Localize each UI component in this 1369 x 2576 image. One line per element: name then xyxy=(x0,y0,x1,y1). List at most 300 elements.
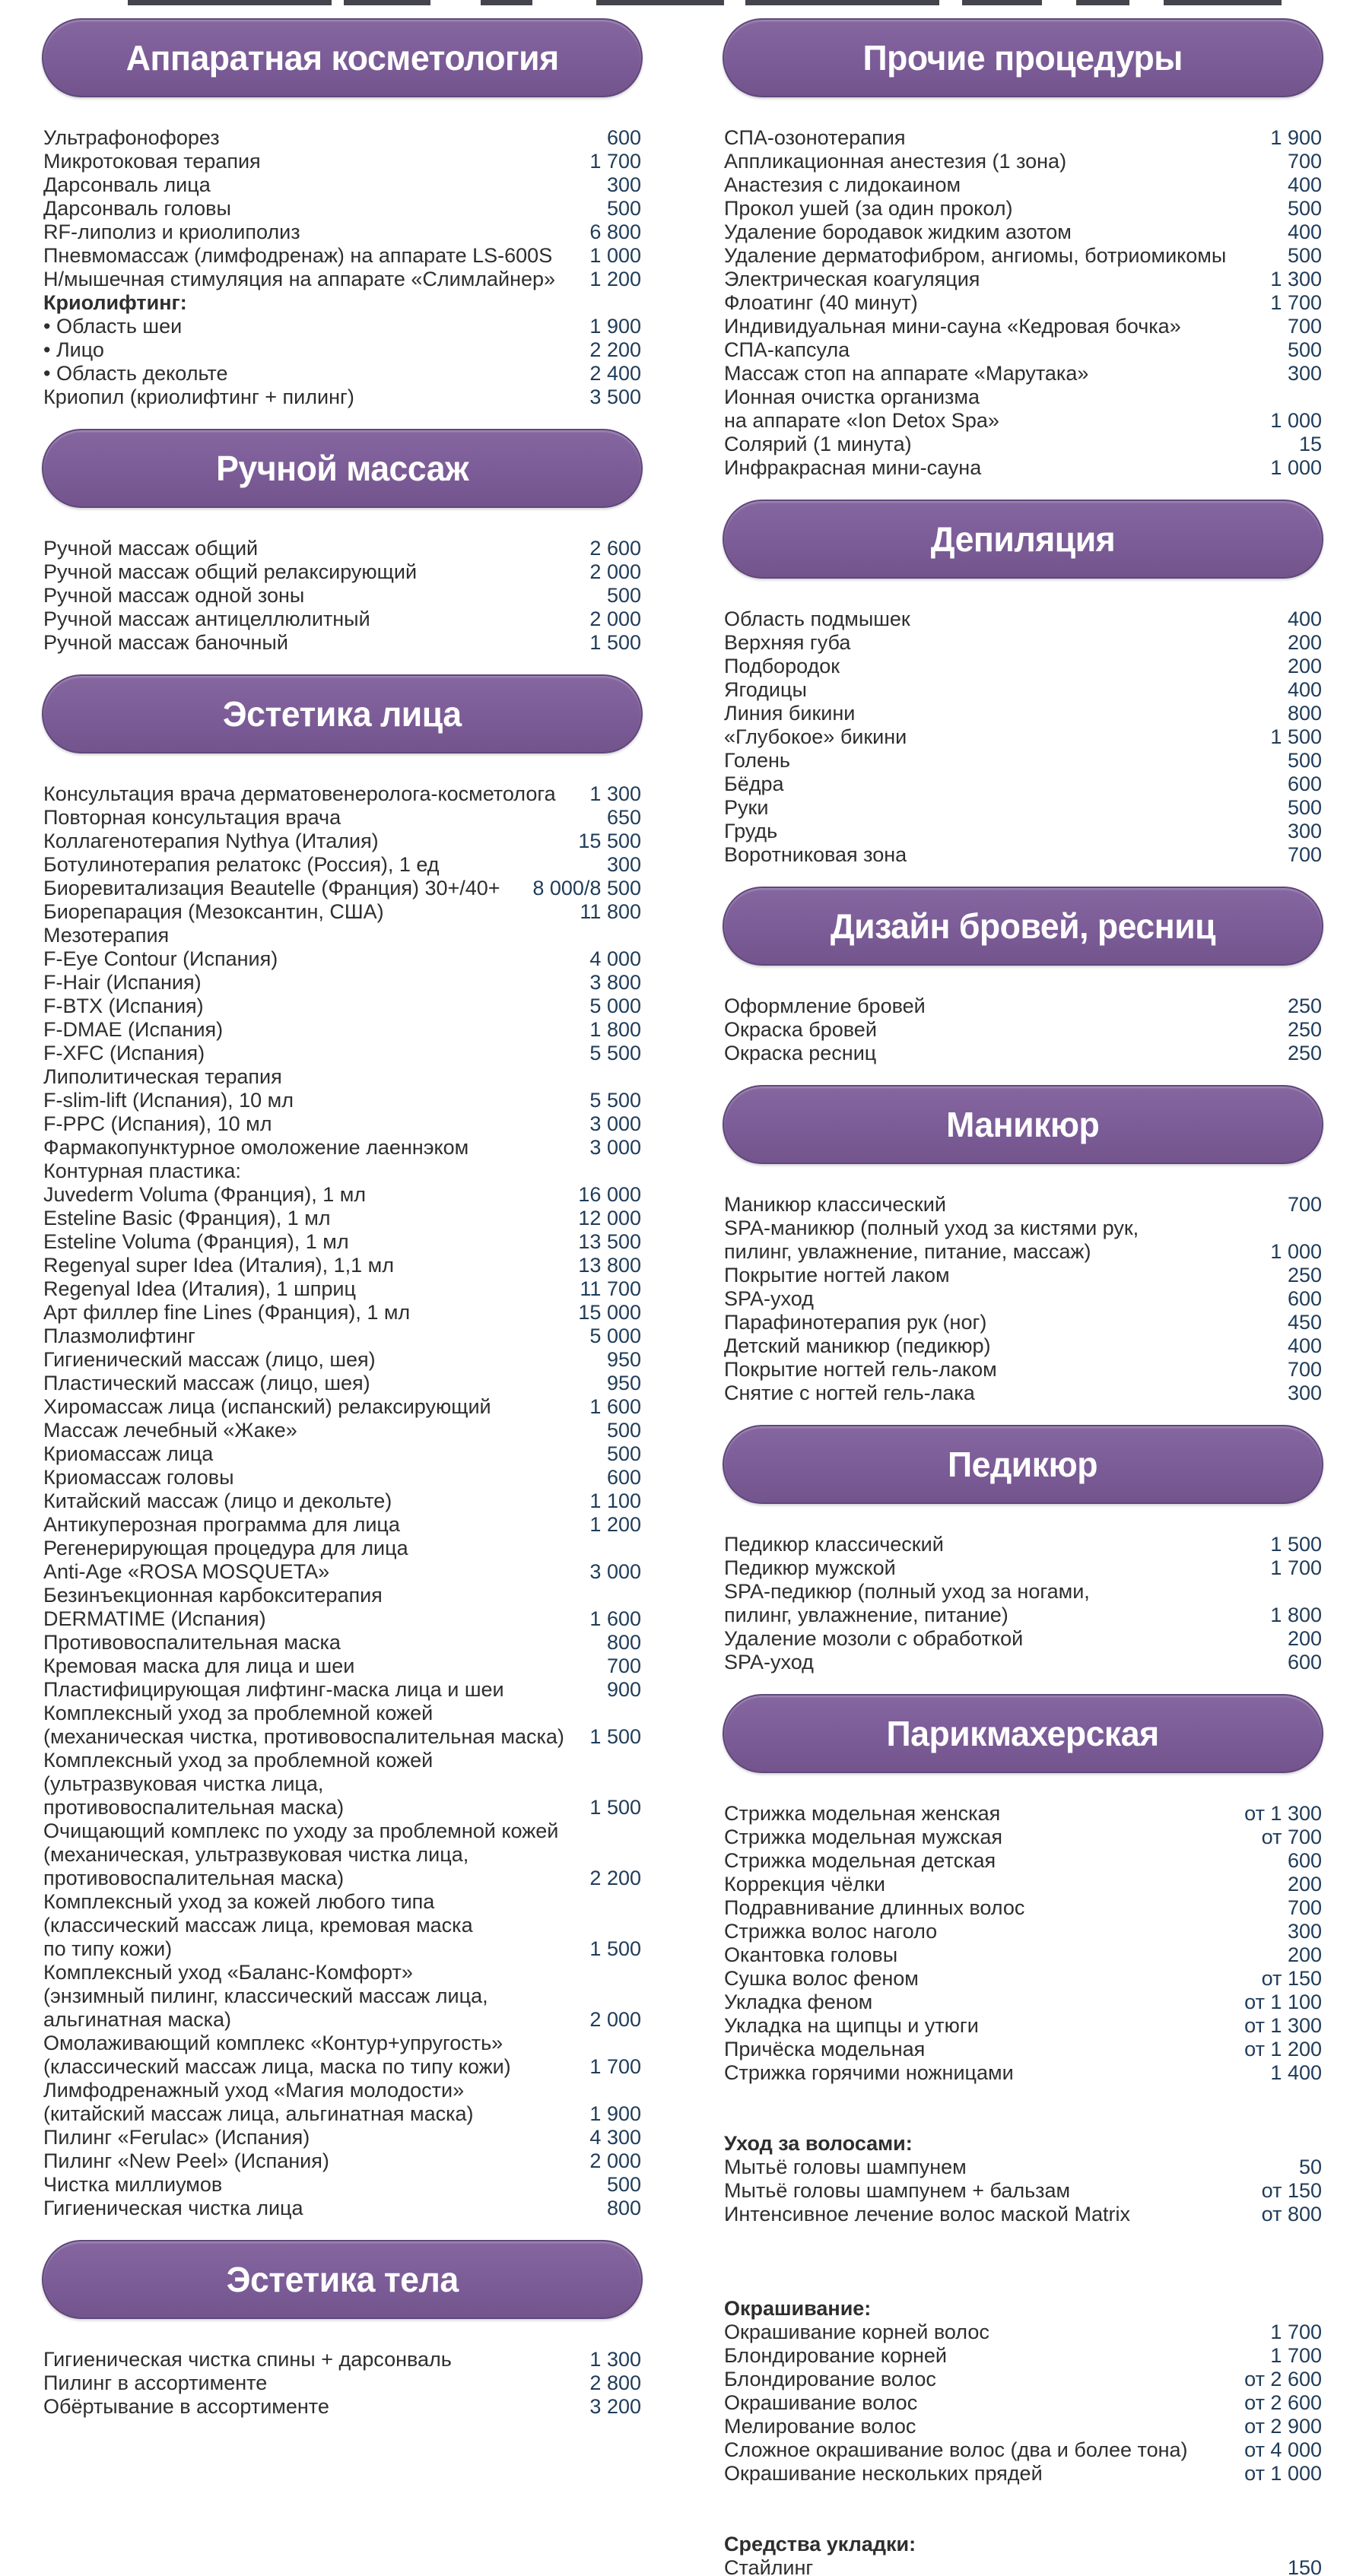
price-row xyxy=(43,1136,641,1160)
service-name: Воротниковая зона xyxy=(724,843,907,866)
price-row xyxy=(724,1849,1322,1873)
price-row xyxy=(43,1348,641,1372)
service-price: 15 500 xyxy=(578,830,641,852)
service-name: Ручной массаж баночный xyxy=(43,631,288,654)
price-row xyxy=(724,2344,1322,2368)
service-price: 300 xyxy=(1287,362,1322,385)
price-row xyxy=(43,924,641,947)
service-name: (энзимный пилинг, классический массаж лица, xyxy=(43,1984,488,2007)
service-name: Juvederm Voluma (Франция), 1 мл xyxy=(43,1183,367,1206)
service-price: 500 xyxy=(606,584,641,607)
price-row xyxy=(43,244,641,268)
service-name: Бёдра xyxy=(724,772,784,795)
price-row xyxy=(43,1843,641,1867)
price-row xyxy=(43,1395,641,1419)
service-name: Кремовая маска для лица и шеи xyxy=(43,1654,355,1677)
section-title: Ручной массаж xyxy=(215,449,469,488)
price-row xyxy=(43,291,641,315)
service-price: 250 xyxy=(1287,1264,1322,1286)
service-price: 150 xyxy=(1287,2556,1322,2576)
service-name: Голень xyxy=(724,749,790,772)
service-price: 8 000/8 500 xyxy=(532,877,641,899)
price-row xyxy=(43,1112,641,1136)
service-price: от 4 000 xyxy=(1244,2438,1322,2461)
service-name: Окраска бровей xyxy=(724,1018,877,1041)
service-name: Маникюр классический xyxy=(724,1193,946,1216)
service-name: (классический массаж лица, кремовая маска xyxy=(43,1914,473,1937)
service-price: 1 000 xyxy=(1270,456,1322,479)
service-name: Esteline Basic (Франция), 1 мл xyxy=(43,1207,331,1229)
service-price: 300 xyxy=(1287,1920,1322,1943)
service-price: 500 xyxy=(606,1442,641,1465)
section xyxy=(42,18,643,409)
service-name: Средства укладки: xyxy=(724,2533,916,2555)
price-row xyxy=(43,1419,641,1442)
service-name: F-DMAE (Испания) xyxy=(43,1018,224,1041)
section xyxy=(723,1425,1323,1674)
price-row xyxy=(43,2395,641,2419)
price-row xyxy=(724,150,1322,173)
service-name: • Лицо xyxy=(43,338,104,361)
price-row xyxy=(43,1442,641,1466)
service-name: СПА-озонотерапия xyxy=(724,126,906,149)
section-header xyxy=(723,887,1323,966)
service-price: 1 900 xyxy=(589,315,641,338)
section-rows xyxy=(723,1193,1323,1405)
service-name: Криопил (криолифтинг + пилинг) xyxy=(43,385,354,408)
service-name: (китайский массаж лица, альгинатная маска) xyxy=(43,2102,474,2125)
price-row xyxy=(724,1287,1322,1311)
price-row xyxy=(43,1584,641,1607)
service-price: 5 500 xyxy=(589,1089,641,1112)
service-price: 300 xyxy=(1287,1382,1322,1404)
section xyxy=(723,1694,1323,2576)
price-row xyxy=(724,2132,1322,2156)
price-row xyxy=(724,291,1322,315)
price-row xyxy=(43,1065,641,1089)
price-row xyxy=(43,1513,641,1537)
price-row xyxy=(43,900,641,924)
service-name: Солярий (1 минута) xyxy=(724,433,912,455)
section-title: Депиляция xyxy=(930,519,1116,559)
service-name: F-Eye Contour (Испания) xyxy=(43,947,278,970)
service-price: 500 xyxy=(1287,749,1322,772)
price-row xyxy=(724,2297,1322,2321)
service-price: 1 700 xyxy=(589,150,641,173)
price-row xyxy=(724,2556,1322,2576)
service-price: 1 700 xyxy=(1270,2344,1322,2367)
service-name: Удаление мозоли с обработкой xyxy=(724,1627,1024,1650)
price-row xyxy=(724,197,1322,220)
price-row xyxy=(724,678,1322,702)
service-price: 500 xyxy=(1287,796,1322,819)
service-price: 250 xyxy=(1287,1042,1322,1064)
service-price: 1 000 xyxy=(1270,409,1322,432)
price-row xyxy=(43,1725,641,1749)
service-name: Окрашивание нескольких прядей xyxy=(724,2462,1043,2485)
service-name: Липолитическая терапия xyxy=(43,1065,282,1088)
service-name: Ручной массаж общий релаксирующий xyxy=(43,560,418,583)
service-name: SPA-уход xyxy=(724,1651,814,1673)
price-row xyxy=(43,806,641,830)
price-row xyxy=(43,631,641,655)
service-name: (классический массаж лица, маска по типу кожи) xyxy=(43,2055,511,2078)
service-name: Верхняя губа xyxy=(724,631,851,654)
service-name: SPA-педикюр (полный уход за ногами, xyxy=(724,1580,1090,1603)
price-row xyxy=(724,433,1322,456)
price-row xyxy=(724,1873,1322,1896)
price-row xyxy=(724,1826,1322,1849)
service-name: Арт филлер fine Lines (Франция), 1 мл xyxy=(43,1301,411,1324)
price-row xyxy=(43,362,641,385)
price-row xyxy=(43,1489,641,1513)
artifact-dash xyxy=(1164,0,1282,5)
section-rows xyxy=(42,126,643,409)
service-price: от 150 xyxy=(1261,2179,1322,2202)
service-name: Криолифтинг: xyxy=(43,291,187,314)
artifact-dash xyxy=(481,0,532,5)
price-row xyxy=(724,173,1322,197)
price-row xyxy=(724,2391,1322,2415)
section-rows xyxy=(723,1533,1323,1674)
service-name: (механическая чистка, противовоспалительная маска) xyxy=(43,1725,564,1748)
service-name: Покрытие ногтей лаком xyxy=(724,1264,950,1286)
service-name: Подбородок xyxy=(724,655,840,677)
service-price: 600 xyxy=(1287,1849,1322,1872)
artifact-dash xyxy=(128,0,332,5)
service-name: Покрытие ногтей гель-лаком xyxy=(724,1358,997,1381)
service-name: Повторная консультация врача xyxy=(43,806,341,829)
service-name: Regenyal super Idea (Италия), 1,1 мл xyxy=(43,1254,394,1277)
section-rows xyxy=(42,782,643,2220)
service-name: (механическая, ультразвуковая чистка лица, xyxy=(43,1843,469,1866)
service-price: 500 xyxy=(606,1419,641,1442)
price-row xyxy=(43,385,641,409)
service-name: Окраска ресниц xyxy=(724,1042,877,1064)
service-price: 1 500 xyxy=(589,1725,641,1748)
service-price: 300 xyxy=(606,173,641,196)
service-price: 3 200 xyxy=(589,2395,641,2418)
service-price: 5 000 xyxy=(589,995,641,1017)
price-row xyxy=(43,560,641,584)
service-name: F-slim-lift (Испания), 10 мл xyxy=(43,1089,294,1112)
service-name: Интенсивное лечение волос маской Matrix xyxy=(724,2203,1130,2225)
section xyxy=(723,500,1323,867)
service-name: Массаж стоп на аппарате «Марутака» xyxy=(724,362,1089,385)
price-row xyxy=(43,2079,641,2102)
price-row xyxy=(43,1324,641,1348)
price-row xyxy=(43,1466,641,1489)
section xyxy=(42,674,643,2220)
service-name: СПА-капсула xyxy=(724,338,850,361)
service-price: 16 000 xyxy=(578,1183,641,1206)
service-name: • Область шеи xyxy=(43,315,183,338)
price-row xyxy=(724,2061,1322,2085)
service-name: Укладка на щипцы и утюги xyxy=(724,2014,979,2037)
service-name: Регенерирующая процедура для лица xyxy=(43,1537,408,1559)
service-name: Пилинг «Ferulac» (Испания) xyxy=(43,2126,310,2149)
price-row xyxy=(724,702,1322,725)
price-row xyxy=(43,1749,641,1772)
section-rows xyxy=(42,537,643,655)
service-price: от 800 xyxy=(1261,2203,1322,2225)
service-name: Стрижка волос наголо xyxy=(724,1920,938,1943)
service-price: 11 800 xyxy=(580,900,641,923)
price-row xyxy=(43,1937,641,1961)
section-title: Прочие процедуры xyxy=(862,38,1183,78)
service-name: противовоспалительная маска) xyxy=(43,1867,345,1889)
service-price: 400 xyxy=(1287,173,1322,196)
price-row xyxy=(724,2533,1322,2556)
section-title: Эстетика тела xyxy=(226,2260,459,2299)
price-row xyxy=(724,608,1322,631)
service-price: 1 300 xyxy=(1270,268,1322,290)
section xyxy=(723,1085,1323,1405)
price-row xyxy=(43,1372,641,1395)
service-price: 200 xyxy=(1287,631,1322,654)
price-row xyxy=(43,1560,641,1584)
price-row xyxy=(43,2055,641,2079)
service-name: Причёска модельная xyxy=(724,2038,926,2060)
service-name: Парафинотерапия рук (ног) xyxy=(724,1311,987,1334)
service-name: Коллагенотерапия Nythya (Италия) xyxy=(43,830,379,852)
price-row xyxy=(43,2348,641,2371)
service-name: Педикюр мужской xyxy=(724,1556,896,1579)
service-price: 2 600 xyxy=(589,537,641,560)
section-title: Эстетика лица xyxy=(223,694,462,734)
service-name: Стрижка модельная мужская xyxy=(724,1826,1002,1848)
price-row xyxy=(43,1867,641,1890)
section-header xyxy=(42,2240,643,2319)
service-price: 400 xyxy=(1287,220,1322,243)
service-price: 3 500 xyxy=(589,385,641,408)
service-price: 2 200 xyxy=(589,1867,641,1889)
price-row xyxy=(43,1089,641,1112)
price-row xyxy=(43,608,641,631)
price-row xyxy=(724,2462,1322,2486)
service-name: Фармакопунктурное омоложение лаеннэком xyxy=(43,1136,469,1159)
price-row xyxy=(43,1914,641,1937)
service-name: Ионная очистка организма xyxy=(724,385,980,408)
price-row xyxy=(724,385,1322,409)
service-name: Плазмолифтинг xyxy=(43,1324,195,1347)
section-header xyxy=(723,500,1323,579)
service-price: 450 xyxy=(1287,1311,1322,1334)
service-name: Блондирование волос xyxy=(724,2368,936,2390)
service-name: SPA-маникюр (полный уход за кистями рук, xyxy=(724,1217,1139,1239)
price-row xyxy=(724,315,1322,338)
service-price: 1 600 xyxy=(589,1395,641,1418)
service-name: RF-липолиз и криолиполиз xyxy=(43,220,300,243)
price-row xyxy=(43,126,641,150)
service-price: 1 500 xyxy=(589,1937,641,1960)
price-row xyxy=(724,2203,1322,2226)
service-price: 250 xyxy=(1287,995,1322,1017)
service-price: 1 200 xyxy=(589,268,641,290)
service-name: Пластический массаж (лицо, шея) xyxy=(43,1372,370,1394)
service-name: SPA-уход xyxy=(724,1287,814,1310)
price-row xyxy=(43,1160,641,1183)
service-price: 700 xyxy=(1287,1193,1322,1216)
service-name: Regenyal Idea (Италия), 1 шприц xyxy=(43,1277,356,1300)
service-name: Ручной массаж общий xyxy=(43,537,259,560)
service-price: 400 xyxy=(1287,1334,1322,1357)
service-name: Ботулинотерапия релатокс (Россия), 1 ед xyxy=(43,853,440,876)
service-price: 4 000 xyxy=(589,947,641,970)
service-name: Ультрафонофорез xyxy=(43,126,220,149)
price-row xyxy=(724,796,1322,820)
service-price: 250 xyxy=(1287,1018,1322,1041)
service-name: Мезотерапия xyxy=(43,924,170,947)
service-name: Руки xyxy=(724,796,769,819)
service-price: 1 700 xyxy=(589,2055,641,2078)
price-row xyxy=(724,268,1322,291)
price-row xyxy=(724,655,1322,678)
service-price: 700 xyxy=(606,1654,641,1677)
service-name: Контурная пластика: xyxy=(43,1160,241,1182)
service-name: Ручной массаж антицеллюлитный xyxy=(43,608,370,630)
price-row xyxy=(724,1264,1322,1287)
price-row xyxy=(43,2032,641,2055)
service-price: 400 xyxy=(1287,678,1322,701)
service-price: 50 xyxy=(1298,2156,1322,2178)
price-row xyxy=(43,1254,641,1277)
service-name: • Область декольте xyxy=(43,362,228,385)
service-name: альгинатная маска) xyxy=(43,2008,232,2031)
service-price: от 1 000 xyxy=(1244,2462,1322,2485)
service-name: Удаление бородавок жидким азотом xyxy=(724,220,1072,243)
service-price: 900 xyxy=(606,1678,641,1701)
service-name: Гигиеническая чистка спины + дарсонваль xyxy=(43,2348,452,2371)
service-name: Индивидуальная мини-сауна «Кедровая бочка» xyxy=(724,315,1181,338)
service-price: 400 xyxy=(1287,608,1322,630)
service-price: 800 xyxy=(606,2197,641,2219)
section-rows xyxy=(723,1802,1323,2576)
service-price: от 700 xyxy=(1261,1826,1322,1848)
artifact-dash xyxy=(344,0,430,5)
service-name: Противовоспалительная маска xyxy=(43,1631,341,1654)
service-name: Пилинг «New Peel» (Испания) xyxy=(43,2149,329,2172)
service-price: 3 000 xyxy=(589,1136,641,1159)
artifact-dash xyxy=(596,0,724,5)
service-name: Очищающий комплекс по уходу за проблемной кожей xyxy=(43,1819,559,1842)
service-price: 600 xyxy=(606,126,641,149)
section-header xyxy=(723,1694,1323,1773)
section-header xyxy=(42,18,643,97)
service-price: 800 xyxy=(606,1631,641,1654)
price-row xyxy=(43,1230,641,1254)
price-column xyxy=(42,18,643,2576)
service-name: Пневмомассаж (лимфодренаж) на аппарате LS-600S xyxy=(43,244,553,267)
price-row xyxy=(43,1772,641,1796)
service-name: Обёртывание в ассортименте xyxy=(43,2395,329,2418)
service-name: DERMATIME (Испания) xyxy=(43,1607,266,1630)
price-row xyxy=(724,1358,1322,1382)
price-row xyxy=(43,1183,641,1207)
service-price: 300 xyxy=(606,853,641,876)
service-price: 200 xyxy=(1287,1873,1322,1896)
price-row xyxy=(724,2415,1322,2438)
price-row xyxy=(724,1896,1322,1920)
service-name: Сушка волос феном xyxy=(724,1967,919,1990)
section-title: Педикюр xyxy=(948,1445,1098,1484)
price-column xyxy=(723,18,1323,2576)
price-row xyxy=(724,2321,1322,2344)
service-name: Комплексный уход «Баланс-Комфорт» xyxy=(43,1961,413,1984)
service-name: Лимфодренажный уход «Магия молодости» xyxy=(43,2079,465,2102)
service-price: 1 500 xyxy=(589,631,641,654)
service-name: Область подмышек xyxy=(724,608,910,630)
service-price: 500 xyxy=(1287,338,1322,361)
section xyxy=(723,887,1323,1065)
price-row xyxy=(724,1533,1322,1556)
service-price: 1 300 xyxy=(589,782,641,805)
service-name: Массаж лечебный «Жаке» xyxy=(43,1419,297,1442)
service-price: 1 900 xyxy=(589,2102,641,2125)
service-price: от 1 100 xyxy=(1244,1991,1322,2013)
price-row xyxy=(724,1382,1322,1405)
price-row xyxy=(724,456,1322,480)
service-name: противовоспалительная маска) xyxy=(43,1796,345,1819)
service-name: Дарсонваль лица xyxy=(43,173,211,196)
price-row xyxy=(43,220,641,244)
price-row xyxy=(43,995,641,1018)
service-price: 1 000 xyxy=(1270,1240,1322,1263)
service-name: Инфракрасная мини-сауна xyxy=(724,456,982,479)
service-price: 1 300 xyxy=(589,2348,641,2371)
service-name: Стрижка модельная женская xyxy=(724,1802,1001,1825)
price-row xyxy=(724,631,1322,655)
service-name: Анастезия с лидокаином xyxy=(724,173,961,196)
service-name: «Глубокое» бикини xyxy=(724,725,907,748)
service-price: 13 800 xyxy=(578,1254,641,1277)
service-name: пилинг, увлажнение, питание) xyxy=(724,1604,1008,1626)
price-row xyxy=(43,1607,641,1631)
price-row xyxy=(724,220,1322,244)
service-name: Сложное окрашивание волос (два и более тона) xyxy=(724,2438,1188,2461)
service-price: 500 xyxy=(1287,197,1322,220)
price-row xyxy=(724,843,1322,867)
price-row xyxy=(724,725,1322,749)
service-name: Снятие с ногтей гель-лака xyxy=(724,1382,975,1404)
service-name: Мелирование волос xyxy=(724,2415,916,2438)
service-price: от 2 600 xyxy=(1244,2368,1322,2390)
price-row xyxy=(43,1277,641,1301)
section-title: Маникюр xyxy=(946,1105,1100,1144)
price-row xyxy=(724,338,1322,362)
price-row xyxy=(724,820,1322,843)
section-header xyxy=(42,674,643,753)
service-name: Чистка миллиумов xyxy=(43,2173,223,2196)
price-row xyxy=(724,1920,1322,1943)
service-name: Н/мышечная стимуляция на аппарате «Слимлайнер» xyxy=(43,268,556,290)
price-row xyxy=(43,1654,641,1678)
price-row xyxy=(43,782,641,806)
service-price: от 150 xyxy=(1261,1967,1322,1990)
service-price: 3 000 xyxy=(589,1560,641,1583)
service-price: 2 200 xyxy=(589,338,641,361)
service-name: Блондирование корней xyxy=(724,2344,947,2367)
price-row xyxy=(43,537,641,560)
service-price: 300 xyxy=(1287,820,1322,842)
service-price: 500 xyxy=(606,2173,641,2196)
price-row xyxy=(43,1678,641,1702)
price-row xyxy=(43,1984,641,2008)
price-row xyxy=(724,1943,1322,1967)
price-row xyxy=(724,1580,1322,1604)
price-row xyxy=(724,1651,1322,1674)
service-name: Гигиенический массаж (лицо, шея) xyxy=(43,1348,376,1371)
